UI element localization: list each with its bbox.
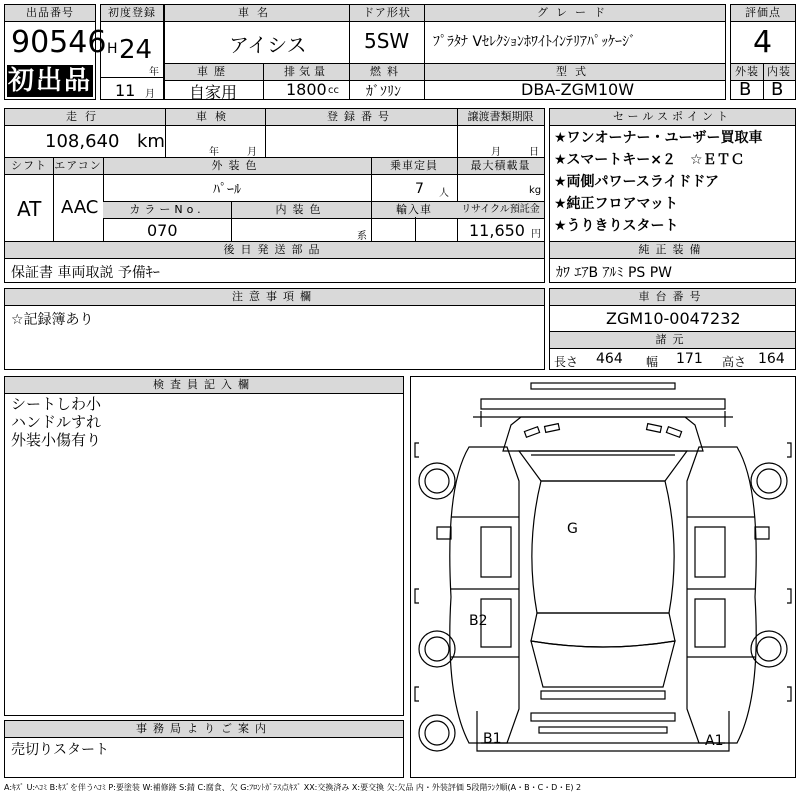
notes: ☆記録簿あり xyxy=(11,312,94,328)
equipment: ｶﾜ ｴｱB ｱﾙﾐ PS PW xyxy=(556,265,673,281)
height-label: 高さ xyxy=(722,355,747,369)
aircon-label: エアコン xyxy=(53,158,103,175)
interior-label: 内装 xyxy=(763,64,795,81)
displacement-box xyxy=(263,63,350,100)
inspector-notes xyxy=(11,395,101,449)
dimensions-label: 諸元 xyxy=(550,332,795,349)
office-notice: 売切りスタート xyxy=(11,742,109,758)
car-diagram xyxy=(411,377,795,777)
later-parts-box xyxy=(4,241,545,283)
equipment-label: 純正装備 xyxy=(550,242,795,259)
inspector-note-line: 外装小傷有り xyxy=(11,431,102,449)
model: DBA-ZGM10W xyxy=(521,80,635,99)
sales-point-item: ★うりきりスタート xyxy=(554,218,679,234)
score-box xyxy=(730,4,796,100)
history-box xyxy=(164,63,264,100)
history: 自家用 xyxy=(189,83,238,102)
inspector-note-line: ハンドルすれ xyxy=(11,413,102,431)
door-label: ドア形状 xyxy=(350,5,424,22)
sales-point-item: ★両側パワースライドドア xyxy=(554,174,720,190)
mileage: 108,640 xyxy=(45,131,120,152)
mark-b1: B1 xyxy=(483,731,502,747)
first-registration-label: 初度登録 xyxy=(101,5,163,22)
length-label: 長さ xyxy=(554,355,579,369)
color-no-label: カラーNo. xyxy=(103,202,231,219)
sales-points-list xyxy=(554,127,794,237)
sales-point-item: ★ワンオーナー・ユーザー買取車 xyxy=(554,130,763,146)
model-box xyxy=(424,63,726,100)
sales-points-box xyxy=(549,108,796,242)
ext-color: ﾊﾟｰﾙ xyxy=(213,182,241,198)
capacity-unit: 人 xyxy=(439,188,449,199)
later-parts-label: 後日発送部品 xyxy=(5,242,544,259)
score-label: 評価点 xyxy=(731,5,795,22)
displacement-label: 排気量 xyxy=(264,64,349,81)
sales-point-item: ★スマートキー×２ ☆ＥＴＣ xyxy=(554,152,745,168)
length: 464 xyxy=(596,351,623,367)
displacement-unit: cc xyxy=(328,85,339,96)
model-label: 型式 xyxy=(425,64,725,81)
mark-g: G xyxy=(567,521,578,537)
int-color-label: 内装色 xyxy=(231,202,371,219)
transfer-month-unit: 月 xyxy=(491,147,501,158)
mileage-unit: km xyxy=(137,131,165,152)
width: 171 xyxy=(676,351,703,367)
import-label: 輸入車 xyxy=(371,202,457,219)
fuel-box xyxy=(349,63,425,100)
grade: ﾌﾟﾗﾀﾅ Vｾﾚｸｼｮﾝﾎﾜｲﾄｲﾝﾃﾘｱﾊﾟｯｹｰｼﾞ xyxy=(433,34,637,50)
max-load-label: 最大積載量 xyxy=(457,158,544,175)
door-box xyxy=(349,4,425,64)
chassis-number: ZGM10-0047232 xyxy=(606,309,741,328)
first-registration-box xyxy=(100,4,164,100)
car-name-label: 車名 xyxy=(165,5,349,22)
capacity: 7 xyxy=(415,181,424,197)
grade-label: グレード xyxy=(425,5,725,22)
car-name-box xyxy=(164,4,350,64)
width-label: 幅 xyxy=(646,355,659,369)
later-parts: 保証書 車両取説 予備ｷｰ xyxy=(11,265,160,281)
history-label: 車歴 xyxy=(165,64,263,81)
transfer-docs-label: 譲渡書類期限 xyxy=(457,109,544,126)
chassis-label: 車台番号 xyxy=(550,289,795,306)
grade-box xyxy=(424,4,726,64)
registration-year: 24 xyxy=(119,35,153,65)
displacement: 1800 xyxy=(286,80,327,99)
mark-b2: B2 xyxy=(469,613,488,629)
mark-a1: A1 xyxy=(705,733,724,749)
equipment-box xyxy=(549,241,796,283)
recycle-label: リサイクル預託金 xyxy=(457,202,544,219)
max-load-unit: kg xyxy=(529,185,542,196)
ext-color-label: 外装色 xyxy=(103,158,371,175)
sales-point-item: ★純正フロアマット xyxy=(554,196,678,212)
chassis-box xyxy=(549,288,796,370)
transfer-day-unit: 日 xyxy=(529,147,539,158)
int-color-unit: 系 xyxy=(357,231,367,242)
month-unit: 月 xyxy=(145,89,155,100)
lot-number-label: 出品番号 xyxy=(5,5,95,22)
height: 164 xyxy=(758,351,785,367)
first-listing-badge: 初出品 xyxy=(7,66,92,96)
fuel-label: 燃料 xyxy=(350,64,424,81)
mileage-label: 走行 xyxy=(5,109,165,126)
inspector-note-line: シートしわ小 xyxy=(11,395,102,413)
shift-label: シフト xyxy=(5,158,53,175)
inspector-box xyxy=(4,376,404,716)
lot-number-box xyxy=(4,4,107,100)
door-shape: 5SW xyxy=(364,29,410,53)
aircon: AAC xyxy=(61,197,99,218)
reg-number-label: 登録番号 xyxy=(265,109,457,126)
lot-number: 90546 xyxy=(11,25,107,60)
interior-grade: B xyxy=(771,79,784,100)
legend: A:ｷｽﾞ U:ﾍｺﾐ B:ｷｽﾞを伴うﾍｺﾐ P:要塗装 W:補修跡 S:錆 C:腐食、欠 G:ﾌﾛﾝﾄｶﾞﾗｽ点ｷｽﾞ XX:交換済み X:要交換 欠:欠品 内・外装評価 5段階ﾗﾝｸ順(A・B・C・D・E) 2 xyxy=(4,783,582,792)
inspector-label: 検査員記入欄 xyxy=(5,377,403,394)
specs-box xyxy=(4,108,545,242)
inspection-label: 車検 xyxy=(165,109,265,126)
recycle-fee: 11,650 xyxy=(469,221,525,240)
office-box xyxy=(4,720,404,778)
exterior-grade: B xyxy=(739,79,752,100)
notes-box xyxy=(4,288,545,370)
notes-label: 注意事項欄 xyxy=(5,289,544,306)
era: H xyxy=(107,41,118,57)
registration-month: 11 xyxy=(115,81,136,100)
exterior-label: 外装 xyxy=(731,64,763,81)
fuel: ｶﾞｿﾘﾝ xyxy=(366,84,401,100)
car-diagram-box xyxy=(410,376,796,778)
sales-points-label: セールスポイント xyxy=(550,109,795,126)
office-label: 事務局よりご案内 xyxy=(5,721,403,738)
capacity-label: 乗車定員 xyxy=(371,158,457,175)
inspection-month-unit: 月 xyxy=(247,147,257,158)
recycle-unit: 円 xyxy=(531,229,541,240)
score: 4 xyxy=(753,25,773,60)
shift: AT xyxy=(17,197,42,221)
year-unit: 年 xyxy=(149,67,159,78)
inspection-year-unit: 年 xyxy=(209,147,219,158)
color-no: 070 xyxy=(147,221,178,240)
car-name: アイシス xyxy=(229,33,307,57)
